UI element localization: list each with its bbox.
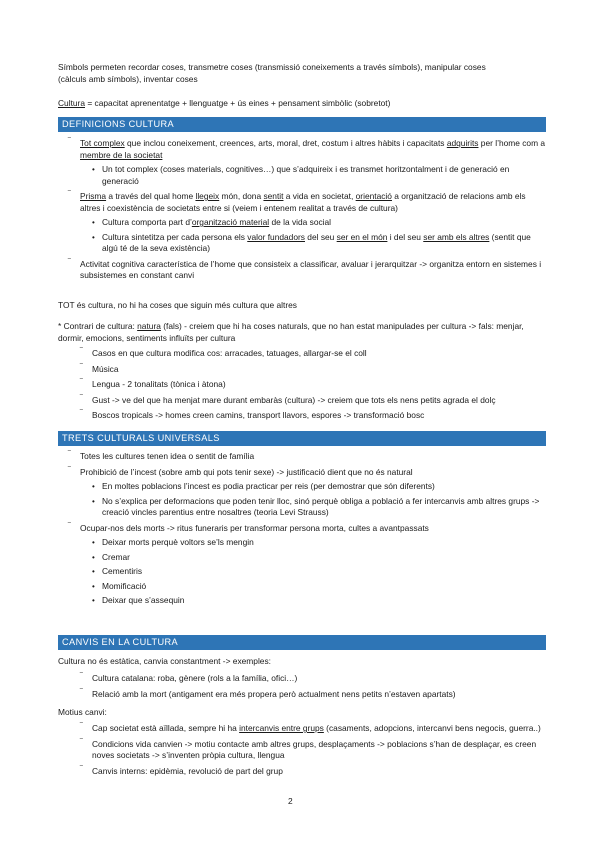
dot-bullet-icon: • <box>92 552 95 562</box>
sub-item: • Cultura sintetitza per cada persona els valor fundadors del seu ser en el món i del seu ser amb els altres (sentit que algú té de la seva existència) <box>92 231 531 253</box>
list-item: ‾ Música <box>80 362 119 374</box>
list-item: ‾ Totes les cultures tenen idea o sentit de família <box>68 450 255 461</box>
section-header-canvis: CANVIS EN LA CULTURA <box>58 635 546 650</box>
definition-1-sublist <box>80 164 546 187</box>
definition-item-3: ‾ Activitat cognitiva característica de l’home que consisteix a classificar, avaluar i jerarquitzar -> organitza entorn en sistemes i subsistemes en constant canvi <box>68 257 542 280</box>
dash-bullet-icon: ‾ <box>68 257 71 267</box>
motius-list <box>80 723 546 777</box>
section-header-definicions: DEFINICIONS CULTURA <box>58 117 546 132</box>
list-item: ‾ Relació amb la mort (antigament era més propera però actualment nens petits n’estaven apartats) <box>80 687 456 699</box>
page-number: 2 <box>288 796 293 806</box>
sub-item: • Cementiris <box>92 566 143 576</box>
dash-bullet-icon: ‾ <box>80 347 83 356</box>
dash-bullet-icon: ‾ <box>80 737 83 747</box>
dot-bullet-icon: • <box>92 581 95 591</box>
list-item: ‾ Boscos tropicals -> homes creen camins, transport llavors, espores -> transformació bosc <box>80 409 425 420</box>
symbols-line-1: Símbols permeten recordar coses, transmetre coses (transmissió coneixements a través símbols), manipular coses <box>58 62 486 72</box>
incest-sublist <box>80 481 546 519</box>
dash-bullet-icon: ‾ <box>80 687 83 697</box>
list-item: ‾ Cultura catalana: roba, gènere (rols a la família, ofici…) <box>80 672 298 683</box>
motius-heading: Motius canvi: <box>58 707 107 717</box>
list-item: ‾ Gust -> ve del que ha menjat mare durant embaràs (cultura) -> creiem que tots els nens petits agrada el dolç <box>80 393 496 405</box>
dot-bullet-icon: • <box>92 596 95 605</box>
dot-bullet-icon: • <box>92 232 95 242</box>
list-item: ‾ Canvis interns: epidèmia, revolució de part del grup <box>80 764 283 776</box>
natura-examples-list <box>80 348 546 422</box>
contrari-paragraph: * Contrari de cultura: natura (fals) - creiem que hi ha coses naturals, que no han estat manipulades per cultura -> fals: menjar, dormir, emocions, sentiments influïts per cultura <box>58 321 524 343</box>
sub-item: • Momificació <box>92 580 147 591</box>
section-header-trets: TRETS CULTURALS UNIVERSALS <box>58 431 546 446</box>
dot-bullet-icon: • <box>92 165 95 174</box>
dash-bullet-icon: ‾ <box>80 362 83 372</box>
list-item: ‾ Ocupar-nos dels morts -> ritus funeraris per transformar persona morta, cultes a avantpassats • Deixar morts perquè voltors se’ls mengin • Cremar • Cementiris • Momificació • Deixar que s’assequin <box>68 523 546 607</box>
dash-bullet-icon: ‾ <box>68 137 71 146</box>
list-item: ‾ Condicions vida canvien -> motiu contacte amb altres grups, desplaçaments -> poblacions s’han de desplaçar, es creen noves societats -> s’inventen pròpia cultura, llengua <box>80 737 537 760</box>
dot-bullet-icon: • <box>92 482 95 491</box>
funeral-sublist <box>80 537 546 607</box>
dash-bullet-icon: ‾ <box>68 465 71 475</box>
symbols-paragraph <box>58 62 546 85</box>
sub-item: • No s’explica per deformacions que poden tenir lloc, sinó perquè obliga a població a fer intercanvis amb altres grups -> creació vincles parentius entre nosaltres (teoria Levi Strauss) <box>92 495 540 517</box>
dash-bullet-icon: ‾ <box>68 521 71 531</box>
list-item: ‾ Casos en que cultura modifica cos: arracades, tatuages, allargar-se el coll <box>80 347 367 358</box>
dash-bullet-icon: ‾ <box>68 450 71 459</box>
sub-item: • En moltes poblacions l’incest es podia practicar per reis (per demostrar que són diferents) <box>92 481 435 491</box>
dash-bullet-icon: ‾ <box>80 764 83 774</box>
cultura-term: Cultura <box>58 98 85 108</box>
sub-item: • Cremar <box>92 551 130 562</box>
tot-cultura-statement: TOT és cultura, no hi ha coses que siguin més cultura que altres <box>58 300 297 310</box>
dash-bullet-icon: ‾ <box>80 672 83 681</box>
definition-2-sublist <box>80 217 546 255</box>
cultura-definition <box>58 98 546 110</box>
dash-bullet-icon: ‾ <box>80 409 83 418</box>
canvis-intro: Cultura no és estàtica, canvia constantment -> exemples: <box>58 656 271 666</box>
canvis-examples-list <box>80 673 546 700</box>
dot-bullet-icon: • <box>92 567 95 576</box>
dash-bullet-icon: ‾ <box>80 378 83 387</box>
trets-list <box>68 451 546 607</box>
sub-item: • Deixar que s’assequin <box>92 595 185 605</box>
dot-bullet-icon: • <box>92 538 95 547</box>
symbols-line-2: (càlculs amb símbols), inventar coses <box>58 73 198 84</box>
list-item: ‾ Cap societat està aïllada, sempre hi ha intercanvis entre grups (casaments, adopcions, intercanvi bens negocis, guerra..) <box>80 722 541 733</box>
definition-item-2: ‾ Prisma a través del qual home llegeix món, dona sentit a vida en societat, orientació a organització de relacions amb els altres i coexistència de societats entre si (veiem i entenem realitat a través de cultura) • Cultura comporta part d’organització material de la vida social • Cultura sintetitza per cada persona els valor fundadors del seu ser en el món i del seu ser amb els altres (sentit que algú té de la seva existència) <box>68 191 546 255</box>
list-item: ‾ Prohibició de l’incest (sobre amb qui pots tenir sexe) -> justificació dient que no és natural • En moltes poblacions l’incest es podia practicar per reis (per demostrar que són diferents) • No s’explica per deformacions que poden tenir lloc, sinó perquè obliga a població a fer intercanvis amb altres grups -> creació vincles parentius entre nosaltres (teoria Levi Strauss) <box>68 467 546 519</box>
sub-item: • Un tot complex (coses materials, cognitives…) que s’adquireix i es transmet horitzontalment i de generació en generació <box>92 164 510 186</box>
sub-item: • Deixar morts perquè voltors se’ls mengin <box>92 537 254 547</box>
definitions-list <box>68 138 546 282</box>
dash-bullet-icon: ‾ <box>68 190 71 199</box>
dash-bullet-icon: ‾ <box>80 722 83 731</box>
definition-item-1: ‾ Tot complex que inclou coneixement, creences, arts, moral, dret, costum i altres hàbits i capacitats adquirits per l’home com a membre de la societat • Un tot complex (coses materials, cognitives…) que s’adquireix i es transmet horitzontalment i de generació en generació <box>68 137 546 186</box>
sub-item: • Cultura comporta part d’organització material de la vida social <box>92 217 332 227</box>
cultura-formula: = capacitat aprenentatge + llenguatge + ús eines + pensament simbòlic (sobretot) <box>85 98 391 108</box>
dash-bullet-icon: ‾ <box>80 393 83 403</box>
dot-bullet-icon: • <box>92 218 95 227</box>
dot-bullet-icon: • <box>92 496 95 506</box>
list-item: ‾ Lengua - 2 tonalitats (tònica i àtona) <box>80 378 226 389</box>
